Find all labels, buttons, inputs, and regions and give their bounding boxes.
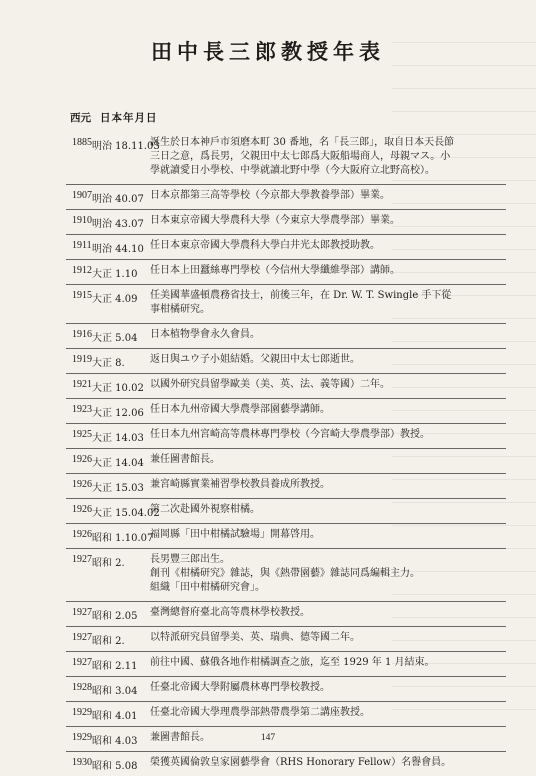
date-cell: 大正 10.02 (92, 383, 144, 394)
table-row (0, 373, 536, 398)
year-cell: 1915 (72, 290, 92, 301)
event-cell (150, 264, 455, 278)
year-cell: 1929 (72, 732, 92, 743)
year-cell: 1911 (72, 240, 92, 251)
year-cell: 1912 (72, 265, 92, 276)
event-cell (150, 353, 455, 367)
table-row (0, 676, 536, 701)
date-cell: 明治 18.11.03 (92, 141, 160, 152)
date-cell: 昭和 1.10.07 (92, 533, 154, 544)
table-row (0, 523, 536, 548)
event-cell (150, 706, 455, 720)
row-divider (66, 523, 506, 524)
row-divider (66, 423, 506, 424)
row-divider (66, 348, 506, 349)
page-title: 田中長三郎教授年表 (151, 39, 385, 64)
event-line: 長男豐三郎出生。 (150, 554, 230, 565)
event-line: 兼任圖書館長。 (150, 454, 220, 465)
date-cell: 昭和 5.08 (92, 761, 138, 772)
date-cell: 大正 5.04 (92, 333, 138, 344)
event-cell (150, 328, 455, 342)
chronology-table (0, 131, 536, 776)
date-cell: 昭和 2.05 (92, 611, 138, 622)
date-cell: 大正 8. (92, 358, 125, 369)
event-line: 學就讀愛日小學校、中學就讀北野中學（今大阪府立北野高校）。 (150, 165, 435, 176)
table-row (0, 448, 536, 473)
row-divider (66, 626, 506, 627)
event-line: 前往中國、蘇俄各地作柑橘調查之旅，迄至 1929 年 1 月結束。 (150, 657, 435, 668)
table-row (0, 259, 536, 284)
event-line: 任日本九州宮崎高等農林專門學校（今宮崎大學農學部）教授。 (150, 429, 430, 440)
date-cell: 昭和 3.04 (92, 686, 138, 697)
year-cell: 1926 (72, 529, 92, 540)
event-cell (150, 503, 455, 517)
table-row (0, 601, 536, 626)
event-line: 日本京都第三高等學校（今京都大學教養學部）畢業。 (150, 190, 390, 201)
bleed-line (392, 89, 536, 112)
date-cell: 大正 12.06 (92, 408, 144, 419)
date-cell: 大正 14.03 (92, 433, 144, 444)
event-cell (150, 756, 455, 770)
row-divider (66, 676, 506, 677)
year-cell: 1930 (72, 757, 92, 768)
event-line: 任美國華盛頓農務省技士，前後三年，在 Dr. W. T. Swingle 手下從 (150, 290, 452, 301)
date-cell: 昭和 2. (92, 558, 125, 569)
year-cell: 1885 (72, 137, 92, 148)
table-row (0, 398, 536, 423)
event-line: 以國外研究員留學歐美（美、英、法、義等國）二年。 (150, 379, 390, 390)
event-line: 事柑橘研究。 (150, 304, 210, 315)
event-line: 任臺北帝國大學理農學部熱帶農學第二講座教授。 (150, 707, 370, 718)
year-cell: 1907 (72, 190, 92, 201)
column-header-date: 日本年月日 (100, 112, 158, 124)
row-divider (66, 284, 506, 285)
bleed-line (392, 66, 536, 89)
event-line: 臺灣總督府臺北高等農林學校教授。 (150, 607, 310, 618)
table-row (0, 348, 536, 373)
event-line: 榮獲英國倫敦皇家園藝學會（RHS Honorary Fellow）名譽會員。 (150, 757, 452, 768)
year-cell: 1927 (72, 632, 92, 643)
date-cell: 明治 40.07 (92, 194, 144, 205)
row-divider (66, 259, 506, 260)
year-cell: 1928 (72, 682, 92, 693)
date-cell: 昭和 4.01 (92, 711, 138, 722)
event-line: 兼圖書館長。 (150, 732, 210, 743)
event-line: 任日本九州帝國大學農學部園藝學講師。 (150, 404, 330, 415)
event-line: 任日本東京帝國大學農科大學白井光太郎教授助教。 (150, 240, 380, 251)
year-cell: 1921 (72, 379, 92, 390)
event-line: 組織「田中柑橘研究會」。 (150, 582, 265, 593)
event-cell (150, 136, 455, 178)
year-cell: 1929 (72, 707, 92, 718)
row-divider (66, 726, 506, 727)
event-line: 日本東京帝國大學農科大學（今東京大學農學部）畢業。 (150, 215, 400, 226)
event-line: 福岡縣「田中柑橘試驗場」開幕啓用。 (150, 529, 320, 540)
table-row (0, 234, 536, 259)
year-cell: 1916 (72, 329, 92, 340)
row-divider (66, 448, 506, 449)
event-cell (150, 631, 455, 645)
event-line: 任臺北帝國大學附屬農林專門學校教授。 (150, 682, 330, 693)
table-row (0, 209, 536, 234)
table-row (0, 498, 536, 523)
date-cell: 昭和 2. (92, 636, 125, 647)
date-cell: 明治 43.07 (92, 219, 144, 230)
event-line: 任日本上田蠶絲專門學校（今信州大學纖維學部）講師。 (150, 265, 400, 276)
page-number: 147 (260, 733, 276, 743)
row-divider (66, 209, 506, 210)
row-divider (66, 498, 506, 499)
row-divider (66, 651, 506, 652)
event-cell (150, 478, 455, 492)
event-cell (150, 403, 455, 417)
table-row (0, 284, 536, 323)
row-divider (66, 601, 506, 602)
date-cell: 昭和 2.11 (92, 661, 138, 672)
table-row (0, 626, 536, 651)
row-divider (66, 473, 506, 474)
row-divider (66, 548, 506, 549)
table-row (0, 184, 536, 209)
year-cell: 1926 (72, 504, 92, 515)
table-row (0, 751, 536, 776)
date-cell: 大正 15.04.02 (92, 508, 160, 519)
year-cell: 1910 (72, 215, 92, 226)
row-divider (66, 398, 506, 399)
date-cell: 大正 4.09 (92, 294, 138, 305)
event-cell (150, 289, 455, 317)
event-cell (150, 378, 455, 392)
event-line: 以特派研究員留學美、英、瑞典、德等國二年。 (150, 632, 360, 643)
event-line: 第二次赴國外視察柑橘。 (150, 504, 260, 515)
event-line: 返日與ユウ子小姐結婚。父親田中太七郎逝世。 (150, 354, 360, 365)
table-row (0, 548, 536, 601)
event-cell (150, 214, 455, 228)
event-line: 日本植物學會永久會員。 (150, 329, 260, 340)
table-row (0, 473, 536, 498)
date-cell: 昭和 4.03 (92, 736, 138, 747)
row-divider (66, 701, 506, 702)
event-cell (150, 428, 455, 442)
row-divider (66, 373, 506, 374)
event-line: 三日之意，爲長男，父親田中太七郎爲大阪船場商人，母親マス。小 (150, 151, 451, 162)
row-divider (66, 751, 506, 752)
event-cell (150, 606, 455, 620)
table-row (0, 131, 536, 184)
event-cell (150, 239, 455, 253)
table-row (0, 423, 536, 448)
date-cell: 大正 14.04 (92, 458, 144, 469)
year-cell: 1923 (72, 404, 92, 415)
row-divider (66, 323, 506, 324)
year-cell: 1925 (72, 429, 92, 440)
table-row (0, 651, 536, 676)
event-line: 兼宮崎縣實業補習學校教員養成所教授。 (150, 479, 330, 490)
date-cell: 明治 44.10 (92, 244, 144, 255)
year-cell: 1927 (72, 657, 92, 668)
table-row (0, 701, 536, 726)
event-cell (150, 553, 455, 595)
row-divider (66, 184, 506, 185)
column-header-year: 西元 (70, 112, 91, 124)
event-cell (150, 681, 455, 695)
year-cell: 1927 (72, 607, 92, 618)
table-row (0, 323, 536, 348)
event-line: 創刊《柑橘研究》雜誌，與《熱帶園藝》雜誌同爲編輯主力。 (150, 568, 420, 579)
year-cell: 1919 (72, 354, 92, 365)
event-cell (150, 453, 455, 467)
event-cell (150, 656, 455, 670)
row-divider (66, 234, 506, 235)
year-cell: 1926 (72, 454, 92, 465)
year-cell: 1927 (72, 554, 92, 565)
event-cell (150, 528, 455, 542)
event-line: 誕生於日本神戶市須磨本町 30 番地，名「長三郎」，取自日本天長節 (150, 137, 455, 148)
date-cell: 大正 15.03 (92, 483, 144, 494)
date-cell: 大正 1.10 (92, 269, 138, 280)
event-cell (150, 189, 455, 203)
year-cell: 1926 (72, 479, 92, 490)
